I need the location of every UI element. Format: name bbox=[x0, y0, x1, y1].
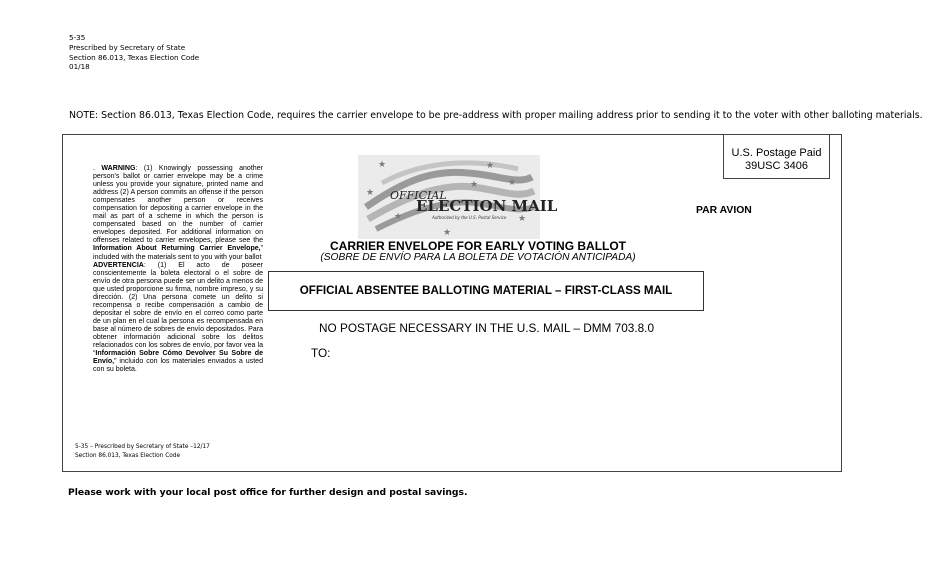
official-election-mail-logo bbox=[358, 155, 558, 239]
form-header bbox=[69, 33, 199, 72]
flag-logo-graphic bbox=[358, 155, 558, 239]
warning-body-end: ” included with the materials sent to you with your ballot bbox=[93, 245, 263, 261]
warning-lead: . bbox=[93, 165, 102, 172]
warning-body: : (1) Knowingly possessing another person's ballot or carrier envelope may be a crime unless you provide your signature, printed name and address (2) A person commits an offense if the person compensates another person or receives compensation for depositing a carrier envelope in the mail as part of a scheme in which the person is compensated based on the number of carrier envelopes deposited. For additional information on offenses related to carrier envelopes, please see the bbox=[93, 165, 263, 245]
envelope-footer-line2: Section 86.013, Texas Election Code bbox=[75, 453, 181, 459]
post-office-note: Please work with your local post office for further design and postal savings. bbox=[68, 487, 468, 498]
form-number: 5-35 bbox=[69, 33, 86, 42]
svg-text:★: ★ bbox=[378, 160, 387, 170]
to-label: TO: bbox=[311, 346, 331, 360]
envelope-title: CARRIER ENVELOPE FOR EARLY VOTING BALLOT bbox=[329, 239, 627, 253]
advertencia-reference: Información Sobre Cómo Devolver Su Sobre de Envío, bbox=[93, 350, 263, 366]
postage-permit: 39USC 3406 bbox=[745, 160, 808, 172]
svg-text:★: ★ bbox=[470, 180, 479, 190]
envelope-title-spanish: (SOBRE DE ENVÍO PARA LA BOLETA DE VOTACIÓN ANTICIPADA) bbox=[320, 252, 636, 263]
warning-text-block bbox=[93, 165, 263, 374]
code-section: Section 86.013, Texas Election Code bbox=[69, 52, 200, 62]
logo-tagline: Authorized by the U.S. Postal Service bbox=[432, 215, 507, 220]
svg-text:★: ★ bbox=[366, 188, 375, 198]
svg-text:★: ★ bbox=[443, 228, 452, 238]
envelope-footer-line1: 5-35 – Prescribed by Secretary of State –12/17 bbox=[75, 444, 210, 450]
svg-text:★: ★ bbox=[394, 212, 403, 222]
svg-text:★: ★ bbox=[486, 161, 495, 171]
instruction-note: NOTE: Section 86.013, Texas Election Code, requires the carrier envelope to be pre-address with proper mailing address prior to sending it to the voter with other balloting materials. bbox=[69, 110, 923, 121]
form-date: 01/18 bbox=[69, 62, 90, 72]
svg-text:★: ★ bbox=[508, 178, 517, 188]
logo-word-official: OFFICIAL bbox=[390, 189, 447, 202]
prescribed-by: Prescribed by Secretary of State bbox=[69, 42, 186, 52]
par-avion-label: PAR AVION bbox=[696, 205, 752, 216]
envelope-footer-code bbox=[75, 443, 210, 461]
advertencia-label: ADVERTENCIA bbox=[93, 261, 144, 269]
advertencia-body-end: ” incluido con los materiales enviados a usted con su boleta. bbox=[93, 358, 263, 374]
no-postage-notice: NO POSTAGE NECESSARY IN THE U.S. MAIL – DMM 703.8.0 bbox=[319, 321, 655, 335]
postage-indicia bbox=[723, 135, 830, 179]
official-material-box: OFFICIAL ABSENTEE BALLOTING MATERIAL – FIRST-CLASS MAIL bbox=[268, 271, 704, 311]
warning-reference: Information About Returning Carrier Envelope, bbox=[93, 245, 261, 253]
postage-paid-label: U.S. Postage Paid bbox=[731, 147, 822, 159]
advertencia-body: : (1) El acto de poseer conscientemente la boleta electoral o el sobre de envío de otra persona puede ser un delito a menos de que usted proporcione su firma, nombre impreso, y su dirección. (2) Una persona comete un delito si recompensa o recibe compensación a cambio de depositar el sobre de envío en el correo como parte de un plan en el cual la persona es recompensada en base al número de sobres de envío depositados. Para obtener información adicional sobre los delitos relacionados con los sobres de envío, por favor vea la “ bbox=[93, 261, 263, 358]
logo-word-election-mail: ELECTION MAIL bbox=[416, 197, 558, 215]
svg-text:★: ★ bbox=[518, 214, 527, 224]
warning-label: WARNING bbox=[101, 165, 136, 172]
carrier-envelope bbox=[62, 134, 842, 472]
